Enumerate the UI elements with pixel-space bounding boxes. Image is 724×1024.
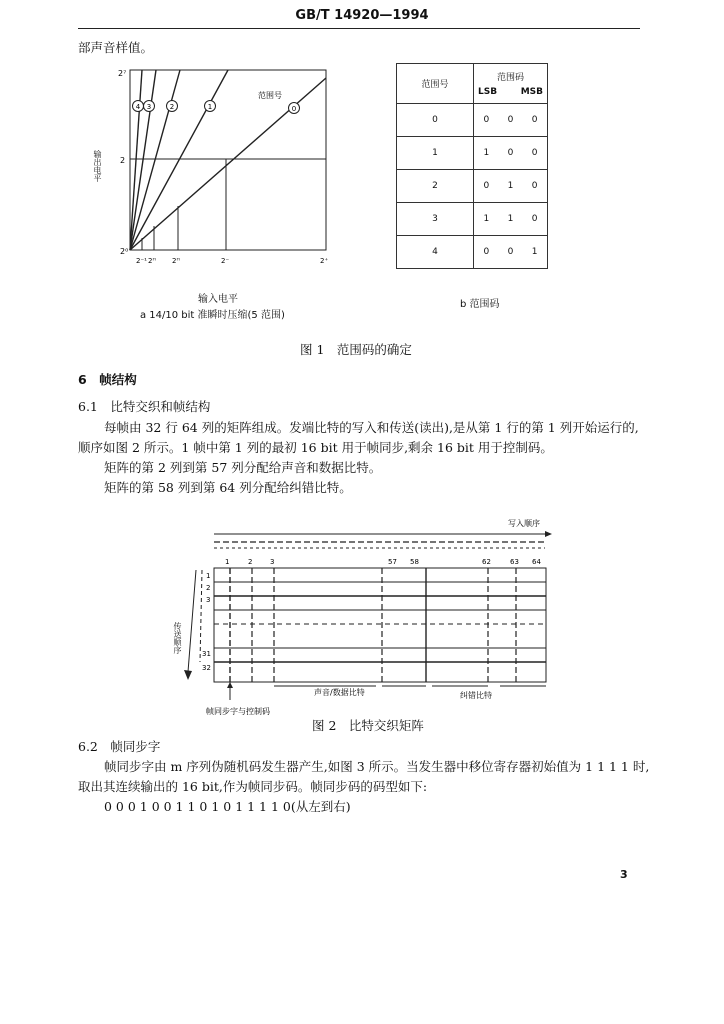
code-bit: 0 xyxy=(499,236,522,269)
curve-1 xyxy=(130,70,228,250)
code-bit: 1 xyxy=(474,137,499,170)
row-number: 2 xyxy=(397,170,474,203)
figure1-caption: 图 1 范围码的确定 xyxy=(300,342,412,357)
col-label-3: 3 xyxy=(270,558,275,566)
write-arrow-head-1 xyxy=(545,531,552,537)
code-bit: 0 xyxy=(522,104,547,137)
y-tick-mid: 2 xyxy=(120,156,126,165)
row-number: 0 xyxy=(397,104,474,137)
row-label-3: 3 xyxy=(206,596,211,604)
msb-label: MSB xyxy=(520,87,543,97)
bottom-right-label: 纠错比特 xyxy=(460,691,492,700)
table-row xyxy=(397,236,548,269)
figure1-xlabel: 输入电平 xyxy=(198,294,238,305)
range-code-table xyxy=(396,63,548,269)
section62-paragraph-1b: 取出其连续输出的 16 bit,作为帧同步码。帧同步码的码型如下: xyxy=(78,779,428,794)
matrix-frame xyxy=(214,568,546,682)
row-label-2: 2 xyxy=(206,584,211,592)
bottom-mid-label: 声音/数据比特 xyxy=(314,688,365,697)
header-rule xyxy=(78,28,640,29)
x-tick-3: 2ᴴ xyxy=(172,257,180,265)
y-tick-bottom: 2⁰ xyxy=(120,247,129,256)
lsb-label: LSB xyxy=(478,87,498,97)
row-number: 4 xyxy=(397,236,474,269)
curve-3 xyxy=(130,70,156,250)
read-arrow-head xyxy=(184,670,192,680)
row-label-31: 31 xyxy=(202,650,211,658)
col-label-58: 58 xyxy=(410,558,419,566)
sync-code: 0 0 0 1 0 0 1 1 0 1 0 1 1 1 1 0(从左到右) xyxy=(104,799,351,814)
region-label: 范围号 xyxy=(258,91,282,100)
figure1-right-caption: b 范围码 xyxy=(460,299,500,310)
code-bit: 0 xyxy=(474,236,499,269)
row-label-1: 1 xyxy=(206,572,211,580)
read-label: 传送顺序 xyxy=(173,622,182,654)
x-tick-5: 2⁺ xyxy=(320,257,329,265)
table-row xyxy=(397,104,548,137)
figure2-caption: 图 2 比特交织矩阵 xyxy=(312,718,424,733)
page-number: 3 xyxy=(620,868,628,881)
sync-marker-head xyxy=(227,682,233,688)
code-bit: 1 xyxy=(499,203,522,236)
x-tick-1: 2⁻¹ xyxy=(136,257,147,265)
code-bit: 1 xyxy=(522,236,547,269)
section61-heading: 6.1 比特交织和帧结构 xyxy=(78,399,211,414)
section6-heading: 6 帧结构 xyxy=(78,372,137,387)
write-label: 写入顺序 xyxy=(508,519,540,528)
col-label-57: 57 xyxy=(388,558,397,566)
plot-frame xyxy=(130,70,326,250)
read-arrow-line-2 xyxy=(200,570,202,662)
figure1-ylabel: 输出电平 xyxy=(93,150,102,182)
figure1-left-caption: a 14/10 bit 准瞬时压缩(5 范围) xyxy=(140,310,285,321)
section61-paragraph-3: 矩阵的第 58 列到第 64 列分配给纠错比特。 xyxy=(104,480,352,495)
code-bit: 0 xyxy=(522,203,547,236)
section62-paragraph-1: 帧同步字由 m 序列伪随机码发生器产生,如图 3 所示。当发生器中移位寄存器初始值为 1 1 1 1 时, xyxy=(104,759,650,774)
code-bit: 0 xyxy=(474,170,499,203)
col-label-63: 63 xyxy=(510,558,519,566)
figure2-matrix xyxy=(170,512,560,717)
col-label-64: 64 xyxy=(532,558,541,566)
section61-paragraph-1: 每帧由 32 行 64 列的矩阵组成。发端比特的写入和传送(读出),是从第 1 行的第 1 列开始运行的, xyxy=(104,420,639,435)
table-row xyxy=(397,170,548,203)
bottom-left-label: 帧同步字与控制码 xyxy=(206,707,270,716)
figure1-plot xyxy=(108,66,338,271)
section61-paragraph-1b: 顺序如图 2 所示。1 帧中第 1 列的最初 16 bit 用于帧同步,剩余 16 bit 用于控制码。 xyxy=(78,440,553,455)
row-label-32: 32 xyxy=(202,664,211,672)
row-number: 1 xyxy=(397,137,474,170)
code-bit: 0 xyxy=(522,137,547,170)
range-code-label: 范围码 xyxy=(496,73,524,83)
code-bit: 0 xyxy=(499,137,522,170)
table-row xyxy=(397,203,548,236)
section62-heading: 6.2 帧同步字 xyxy=(78,739,161,754)
table-row xyxy=(397,137,548,170)
y-tick-top: 2⁷ xyxy=(118,69,127,78)
curve-label-0: 0 xyxy=(291,105,297,113)
table-header-range-code xyxy=(474,64,548,104)
table-header-range-number: 范围号 xyxy=(397,64,474,104)
x-tick-4: 2⁻ xyxy=(221,257,230,265)
curve-label-2: 2 xyxy=(169,103,175,111)
x-tick-2: 2ᴴ xyxy=(148,257,156,265)
code-bit: 0 xyxy=(474,104,499,137)
col-label-2: 2 xyxy=(248,558,253,566)
row-number: 3 xyxy=(397,203,474,236)
code-bit: 1 xyxy=(474,203,499,236)
code-bit: 1 xyxy=(499,170,522,203)
top-text: 部声音样值。 xyxy=(78,40,154,55)
section61-paragraph-2: 矩阵的第 2 列到第 57 列分配给声音和数据比特。 xyxy=(104,460,382,475)
curve-label-3: 3 xyxy=(146,103,152,111)
read-arrow-line xyxy=(188,570,196,672)
col-label-1: 1 xyxy=(225,558,230,566)
code-bit: 0 xyxy=(499,104,522,137)
curve-4 xyxy=(130,70,142,250)
page-header: GB/T 14920—1994 xyxy=(295,8,429,23)
curve-label-1: 1 xyxy=(207,103,213,111)
curve-2 xyxy=(130,70,180,250)
col-label-62: 62 xyxy=(482,558,491,566)
curve-label-4: 4 xyxy=(135,103,141,111)
code-bit: 0 xyxy=(522,170,547,203)
